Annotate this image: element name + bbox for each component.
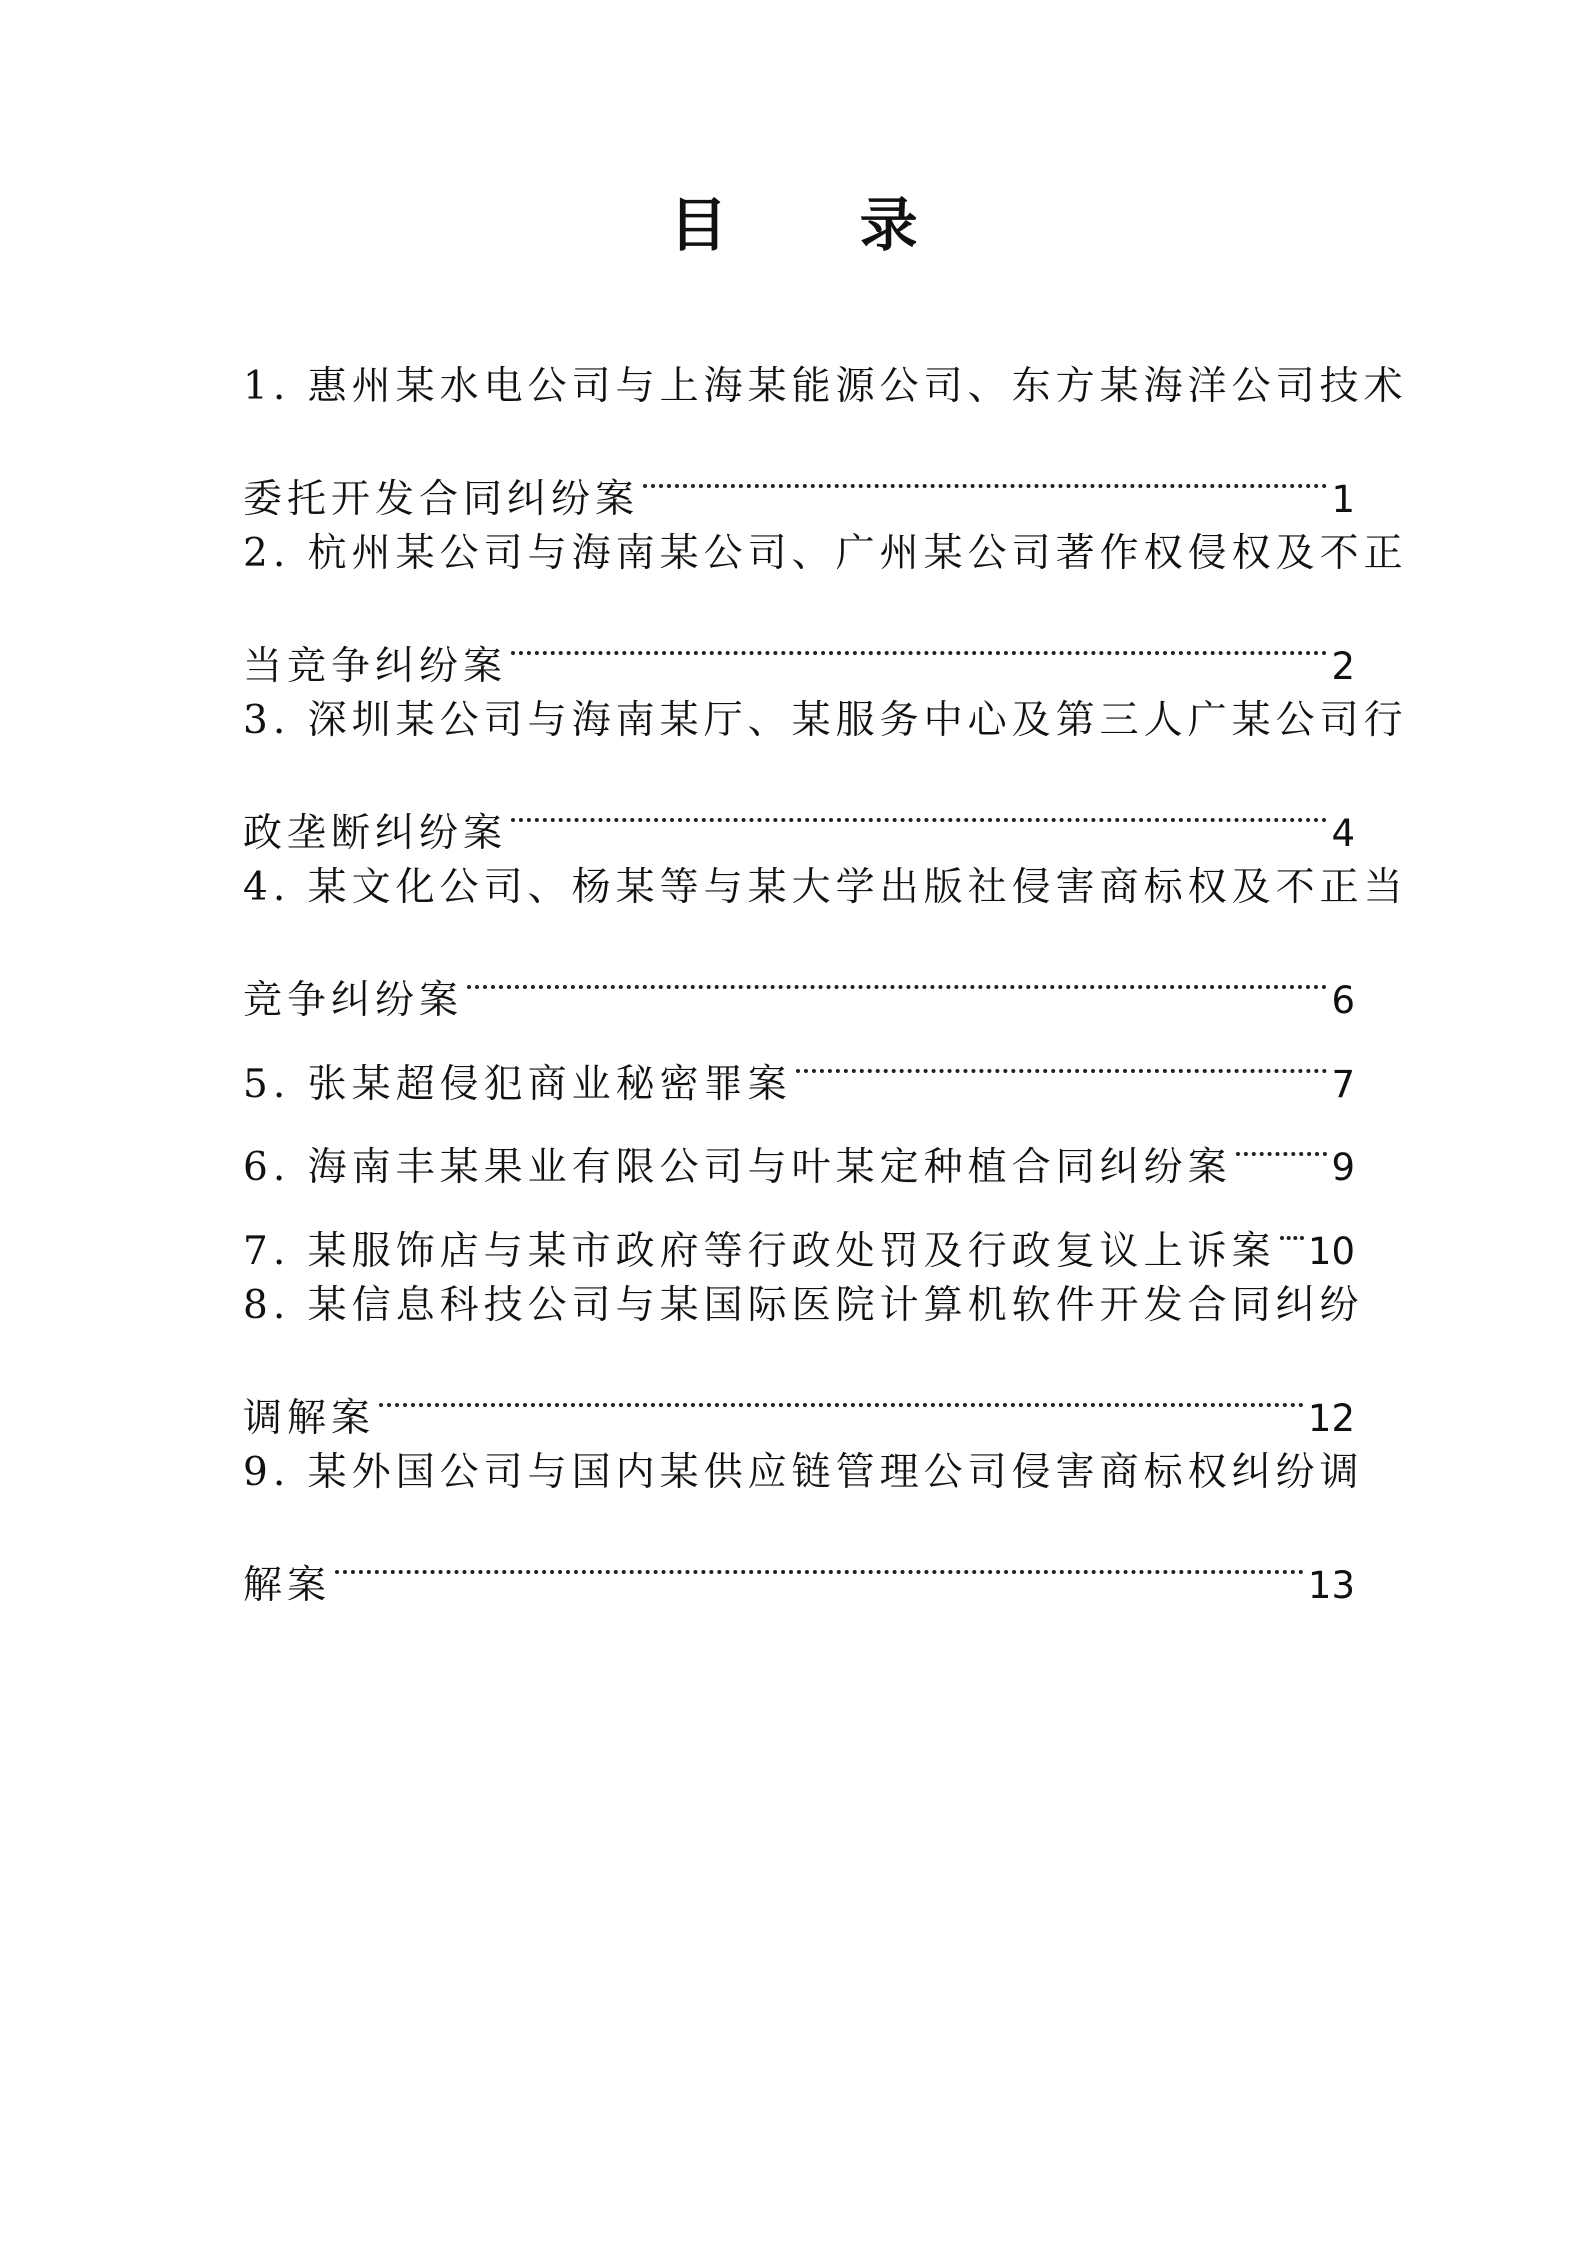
toc-page-number: 12 xyxy=(1307,1396,1355,1440)
toc-entry-4[interactable] xyxy=(243,846,1408,1023)
toc-entry-title: 5. 张某超侵犯商业秘密罪案 xyxy=(243,1061,792,1107)
toc-entry-first-line: 3. 深圳某公司与海南某厅、某服务中心及第三人广某公司行 xyxy=(243,698,1408,743)
toc-entry-9[interactable] xyxy=(243,1431,1364,1608)
toc-page-number: 6 xyxy=(1331,979,1355,1022)
dot-leader xyxy=(467,930,1327,1014)
toc-entry-first-line: 1. 惠州某水电公司与上海某能源公司、东方某海洋公司技术 xyxy=(243,364,1408,409)
toc-page-number: 10 xyxy=(1307,1229,1355,1273)
dot-leader xyxy=(335,1514,1304,1598)
toc-entry-3[interactable] xyxy=(243,679,1408,856)
toc-entry-title: 当竞争纠纷案 xyxy=(243,644,508,689)
toc-entry-last-line xyxy=(243,763,1355,856)
dot-leader xyxy=(379,1347,1304,1431)
toc-entry-first-line: 9. 某外国公司与国内某供应链管理公司侵害商标权纠纷调 xyxy=(243,1449,1364,1495)
toc-entry-last-line xyxy=(243,596,1355,689)
toc-entry-8[interactable] xyxy=(243,1264,1364,1441)
dot-leader xyxy=(1236,1097,1328,1181)
dot-leader xyxy=(643,429,1327,513)
toc-page-number: 4 xyxy=(1331,812,1355,855)
page-title: 目 录 xyxy=(669,191,974,259)
toc-page-number: 9 xyxy=(1331,1146,1355,1189)
table-of-contents xyxy=(243,345,1408,1608)
toc-entry-title: 竞争纠纷案 xyxy=(243,978,464,1023)
toc-entry-last-line xyxy=(243,1347,1355,1441)
toc-page-number: 2 xyxy=(1331,645,1355,688)
toc-entry-first-line: 8. 某信息科技公司与某国际医院计算机软件开发合同纠纷 xyxy=(243,1282,1364,1328)
toc-entry-title: 委托开发合同纠纷案 xyxy=(243,477,640,522)
toc-entry-title: 调解案 xyxy=(243,1395,376,1441)
toc-entry-title: 7. 某服饰店与某市政府等行政处罚及行政复议上诉案 xyxy=(243,1228,1276,1274)
toc-entry-title: 6. 海南丰某果业有限公司与叶某定种植合同纠纷案 xyxy=(243,1145,1232,1190)
toc-entry-last-line xyxy=(243,429,1355,522)
toc-entry-title: 解案 xyxy=(243,1562,332,1608)
toc-entry-first-line: 4. 某文化公司、杨某等与某大学出版社侵害商标权及不正当 xyxy=(243,865,1408,910)
toc-entry-first-line: 2. 杭州某公司与海南某公司、广州某公司著作权侵权及不正 xyxy=(243,531,1408,576)
dot-leader xyxy=(796,1013,1328,1097)
toc-entry-last-line xyxy=(243,930,1355,1023)
dot-leader xyxy=(511,596,1327,680)
dot-leader xyxy=(511,763,1327,847)
toc-entry-1[interactable] xyxy=(243,345,1408,522)
toc-entry-title: 政垄断纠纷案 xyxy=(243,811,508,856)
toc-page-number: 7 xyxy=(1331,1062,1355,1106)
toc-entry-2[interactable] xyxy=(243,512,1408,689)
toc-page-number: 13 xyxy=(1307,1563,1355,1607)
dot-leader xyxy=(1280,1180,1304,1264)
toc-entry-last-line xyxy=(243,1514,1355,1608)
toc-page-number: 1 xyxy=(1331,478,1355,521)
